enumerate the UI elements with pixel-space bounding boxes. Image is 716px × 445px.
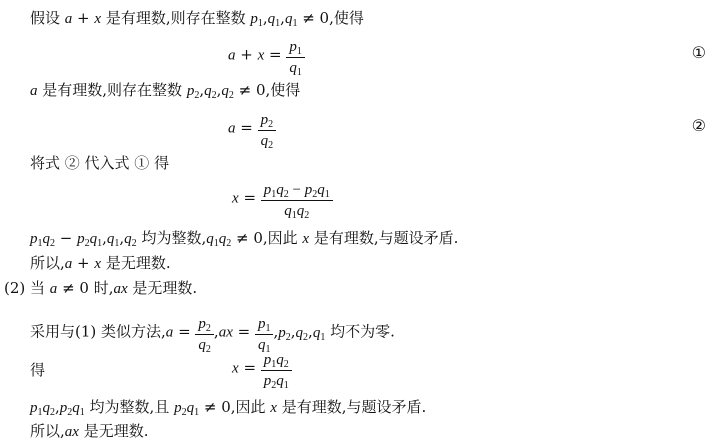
line-1: 假设 a + x 是有理数,则存在整数 $p_1,q_1,q_1 \ne 0$,使得 <box>30 9 364 29</box>
line-9: $p_1q_2,p_2q_1$ 均为整数,且 $p_2q_1 \ne 0$,因此 x 是有理数,与题设矛盾. <box>30 398 427 418</box>
var-x: x <box>94 11 102 27</box>
p1: $p_1$ <box>250 11 263 29</box>
line-10: 所以,ax 是无理数. <box>30 422 149 440</box>
line-2: a 是有理数,则存在整数 $p_2,q_2,q_2 \ne 0$,使得 <box>30 81 301 101</box>
line-8-label: 得 <box>30 361 46 379</box>
text: ≠ 0,使得 <box>297 9 364 27</box>
op: + <box>72 9 95 27</box>
fraction: $\frac{p_2}{q_2}$ <box>258 110 277 151</box>
equation-1: a + x = $\frac{p_1}{q_1}$ <box>228 35 305 76</box>
line-3: 将式 ② 代入式 ① 得 <box>30 154 170 172</box>
fraction: $\frac{p_1q_2 - p_2q_1}{q_1q_2}$ <box>261 180 333 221</box>
equation-3: x = $\frac{p_1q_2 - p_2q_1}{q_1q_2}$ <box>232 178 333 219</box>
q1: $q_1$ <box>284 11 298 29</box>
equation-2: a = $\frac{p_2}{q_2}$ <box>228 108 276 149</box>
equation-4: x = $\frac{p_1q_2}{p_2q_1}$ <box>232 348 292 389</box>
line-5: 所以,a + x 是无理数. <box>30 254 171 272</box>
equation-tag-2: ② <box>691 116 706 135</box>
line-7: 采用与(1) 类似方法,a = $\frac{p_2}{q_2}$ ,ax = $\frac{p_1}{q_1}$ $,p_2,q_2,q_1$ 均不为零. <box>30 316 395 355</box>
line-6: (2) 当 a ≠ 0 时,ax 是无理数. <box>4 279 198 297</box>
equation-tag-1: ① <box>691 43 706 62</box>
text: 假设 <box>30 9 65 27</box>
line-4: $p_1q_2 - p_2q_1,q_1,q_2$ 均为整数$,q_1q_2 \ne 0$,因此 x 是有理数,与题设矛盾. <box>30 229 459 249</box>
var-a: a <box>64 11 73 27</box>
q1: $q_1$ <box>267 11 281 29</box>
fraction: $\frac{p_1}{q_1}$ <box>286 37 305 78</box>
text: 是有理数,则存在整数 <box>101 9 251 27</box>
